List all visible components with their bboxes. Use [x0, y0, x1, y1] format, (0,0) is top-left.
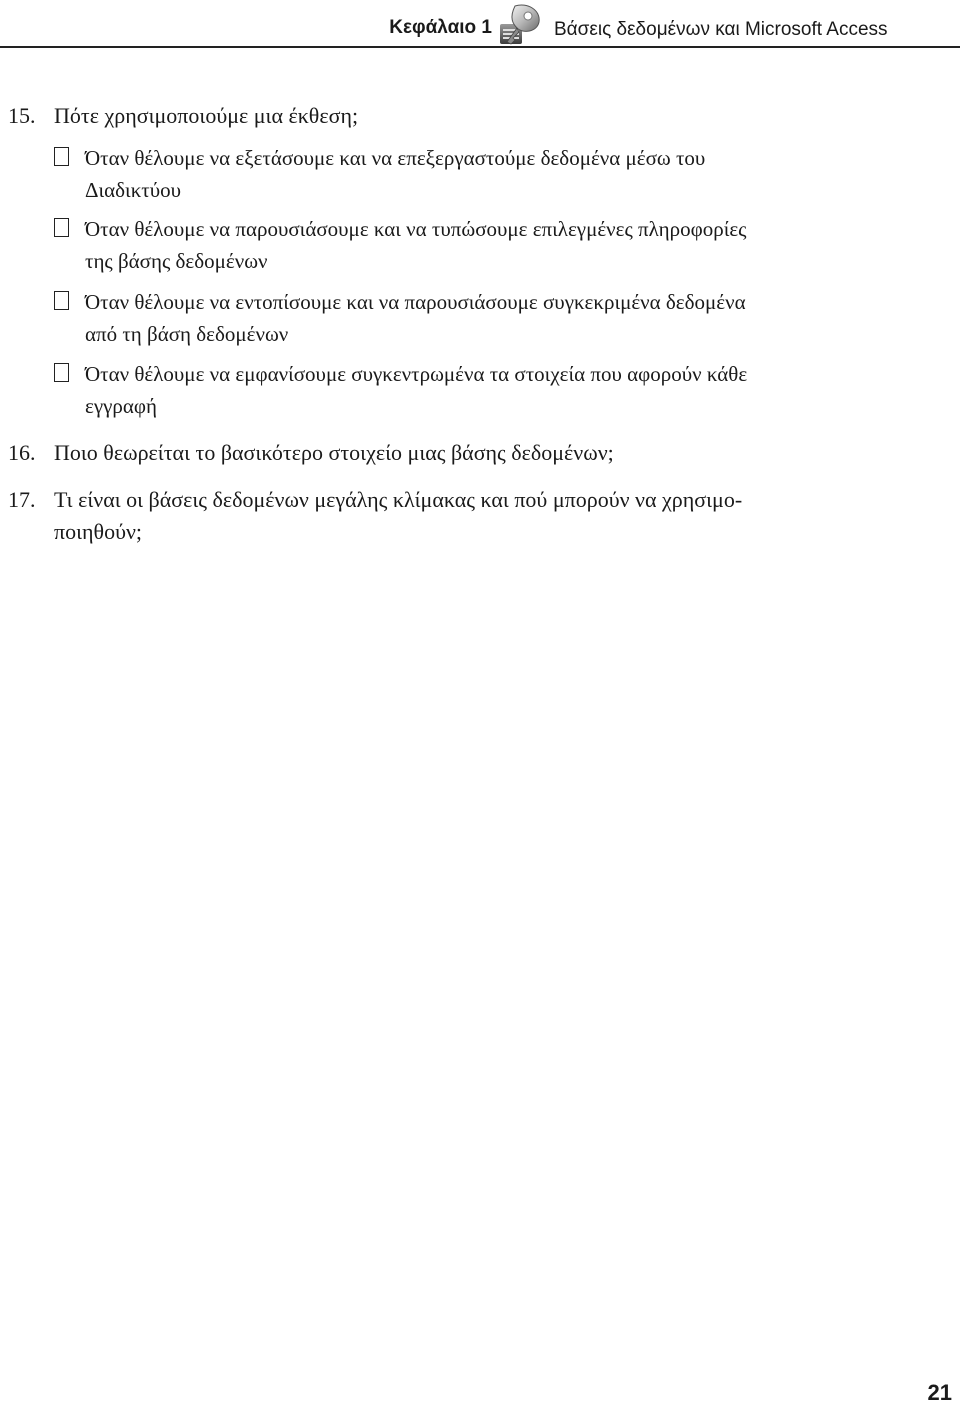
question-number: 15.	[8, 103, 36, 128]
option-text: Όταν θέλουμε να εμφανίσουμε συγκεντρωμένα τα στοιχεία που αφορούν κάθε	[85, 362, 748, 386]
header-divider	[0, 46, 960, 48]
option-text-continued: από τη βάση δεδομένων	[85, 322, 289, 346]
question-15	[8, 100, 938, 132]
checkbox[interactable]	[54, 218, 69, 237]
question-text: Ποιο θεωρείται το βασικότερο στοιχείο μιας βάσης δεδομένων;	[54, 440, 614, 465]
page-number: 21	[927, 1380, 952, 1405]
checkbox[interactable]	[54, 363, 69, 382]
option-text: Όταν θέλουμε να παρουσιάσουμε και να τυπώσουμε επιλεγμένες πληροφορίες	[85, 217, 747, 241]
option-text-continued: εγγραφή	[85, 394, 157, 418]
page-header	[0, 0, 960, 48]
option-text-continued: Διαδικτύου	[85, 178, 182, 202]
option-text: Όταν θέλουμε να εξετάσουμε και να επεξεργαστούμε δεδομένα μέσω του	[85, 146, 706, 170]
book-title: Βάσεις δεδομένων και Microsoft Access	[554, 19, 888, 40]
question-17	[8, 484, 938, 516]
question-text-continued: ποιηθούν;	[54, 519, 143, 544]
chapter-label: Κεφάλαιο 1	[389, 17, 492, 38]
question-number: 16.	[8, 440, 36, 465]
checkbox[interactable]	[54, 147, 69, 166]
option-text: Όταν θέλουμε να εντοπίσουμε και να παρουσιάσουμε συγκεκριμένα δεδομένα	[85, 290, 746, 314]
question-number: 17.	[8, 487, 36, 512]
question-text: Τι είναι οι βάσεις δεδομένων μεγάλης κλίμακας και πού μπορούν να χρησιμο-	[54, 487, 743, 512]
question-16	[8, 437, 938, 469]
option-text-continued: της βάσης δεδομένων	[85, 249, 268, 273]
question-text: Πότε χρησιμοποιούμε μια έκθεση;	[54, 103, 359, 128]
checkbox[interactable]	[54, 291, 69, 310]
access-key-icon	[497, 2, 543, 46]
